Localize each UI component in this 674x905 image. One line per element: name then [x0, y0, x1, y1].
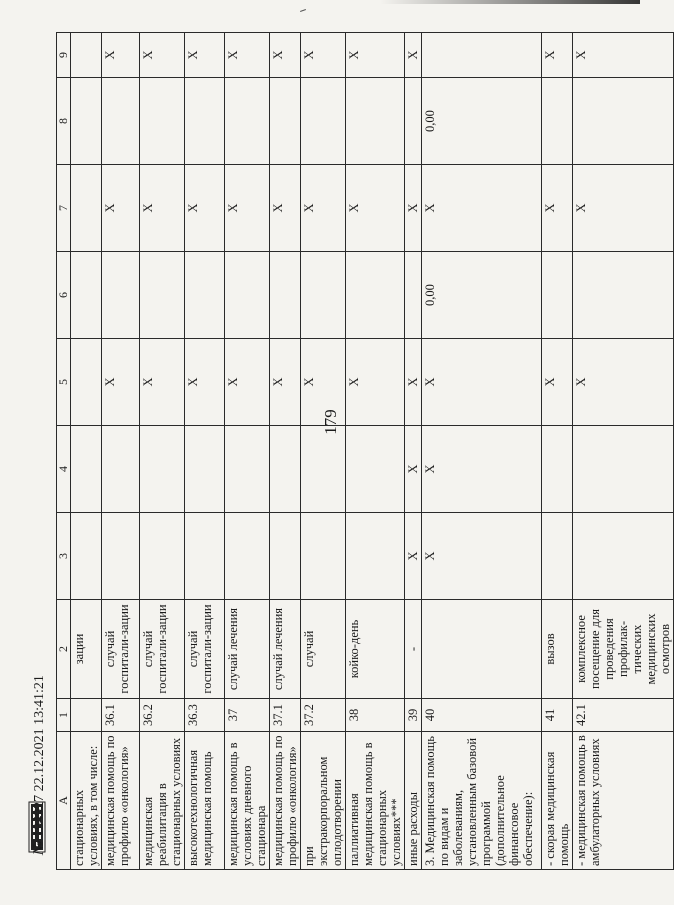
table-header-row [57, 33, 71, 870]
row-name: медицинская реабилитация в стационарных условиях [140, 732, 185, 870]
col3-value [542, 513, 573, 600]
unit-of-measure: случай лечения [270, 600, 301, 699]
col4-value [270, 426, 301, 513]
column-header-8: 8 [57, 78, 71, 165]
scan-mark [300, 9, 306, 12]
col4-value [301, 426, 346, 513]
unit-of-measure: случай лечения [225, 600, 270, 699]
page-number: 179 [320, 409, 340, 435]
col8-value [102, 78, 140, 165]
col3-value [301, 513, 346, 600]
col4-value [225, 426, 270, 513]
col7-value: Х [573, 165, 674, 252]
col4-value [346, 426, 405, 513]
col5-value: Х [346, 339, 405, 426]
column-header-5: 5 [57, 339, 71, 426]
col3-value [346, 513, 405, 600]
col8-value [140, 78, 185, 165]
col6-value [301, 252, 346, 339]
column-header-7: 7 [57, 165, 71, 252]
col3-value [102, 513, 140, 600]
col9-value: Х [301, 33, 346, 78]
col8-value [346, 78, 405, 165]
col4-value [185, 426, 225, 513]
column-header-2: 2 [57, 600, 71, 699]
unit-of-measure [422, 600, 542, 699]
col3-value [225, 513, 270, 600]
col6-value [140, 252, 185, 339]
row-number: 37 [225, 699, 270, 732]
col7-value: Х [346, 165, 405, 252]
col6-value: 0,00 [422, 252, 542, 339]
table-row [270, 33, 301, 870]
col7-value: Х [542, 165, 573, 252]
col7-value: Х [140, 165, 185, 252]
col5-value: Х [270, 339, 301, 426]
col8-value [185, 78, 225, 165]
col4-value [542, 426, 573, 513]
unit-of-measure: койко-день [346, 600, 405, 699]
row-name: 3. Медицинская помощь по видам и заболеваниям, установленным базовой программой (дополнительное финансовое обеспечение): [422, 732, 542, 870]
column-header-6: 6 [57, 252, 71, 339]
col6-value [225, 252, 270, 339]
col4-value [573, 426, 674, 513]
row-name: - скорая медицинская помощь [542, 732, 573, 870]
row-number: 36.2 [140, 699, 185, 732]
col9-value [71, 33, 102, 78]
unit-of-measure: случай [301, 600, 346, 699]
col6-value [542, 252, 573, 339]
col3-value: Х [422, 513, 542, 600]
col7-value: Х [185, 165, 225, 252]
table-row [102, 33, 140, 870]
row-number: 42.1 [573, 699, 674, 732]
table-row [140, 33, 185, 870]
col6-value [71, 252, 102, 339]
col7-value: Х [405, 165, 422, 252]
table-row [346, 33, 405, 870]
col8-value [542, 78, 573, 165]
col3-value: Х [405, 513, 422, 600]
col7-value: Х [102, 165, 140, 252]
col8-value [405, 78, 422, 165]
table-body [71, 33, 674, 870]
scan-edge-shadow [380, 0, 640, 4]
col6-value [573, 252, 674, 339]
unit-of-measure: случай госпитали-зации [102, 600, 140, 699]
col5-value: Х [140, 339, 185, 426]
row-number: 37.1 [270, 699, 301, 732]
col8-value [301, 78, 346, 165]
table-row [422, 33, 542, 870]
col9-value: Х [270, 33, 301, 78]
col3-value [573, 513, 674, 600]
row-number: 36.3 [185, 699, 225, 732]
row-number: 36.1 [102, 699, 140, 732]
col9-value [422, 33, 542, 78]
row-name: иные расходы [405, 732, 422, 870]
col8-value [270, 78, 301, 165]
col5-value: Х [102, 339, 140, 426]
col7-value: Х [422, 165, 542, 252]
row-number: 40 [422, 699, 542, 732]
col4-value [102, 426, 140, 513]
col9-value: Х [405, 33, 422, 78]
row-name: при экстракорпоральном оплодотворении [301, 732, 346, 870]
col9-value: Х [140, 33, 185, 78]
financing-table [56, 32, 674, 870]
col5-value: Х [185, 339, 225, 426]
col5-value: Х [542, 339, 573, 426]
col9-value: Х [346, 33, 405, 78]
col5-value [71, 339, 102, 426]
unit-of-measure: зации [71, 600, 102, 699]
row-number: 41 [542, 699, 573, 732]
col7-value: Х [225, 165, 270, 252]
table-row [405, 33, 422, 870]
row-name: стационарных условиях, в том числе: [71, 732, 102, 870]
unit-of-measure: случай госпитали-зации [140, 600, 185, 699]
table-row [542, 33, 573, 870]
col5-value: Х [573, 339, 674, 426]
registration-number-date: 194927 22.12.2021 13:41:21 [32, 675, 47, 837]
col5-value: Х [422, 339, 542, 426]
row-number: 39 [405, 699, 422, 732]
col3-value [270, 513, 301, 600]
row-name: высокотехнологичная медицинская помощь [185, 732, 225, 870]
row-number [71, 699, 102, 732]
row-name: медицинская помощь по профилю «онкология» [102, 732, 140, 870]
col9-value: Х [225, 33, 270, 78]
col3-value [140, 513, 185, 600]
col9-value: Х [185, 33, 225, 78]
row-number: 37.2 [301, 699, 346, 732]
col3-value [185, 513, 225, 600]
col6-value [346, 252, 405, 339]
column-header-4: 4 [57, 426, 71, 513]
row-number: 38 [346, 699, 405, 732]
col5-value: Х [301, 339, 346, 426]
rotated-table-stage [56, 32, 673, 870]
table-row [225, 33, 270, 870]
column-header-0: A [57, 732, 71, 870]
row-name: медицинская помощь в условиях дневного стационара [225, 732, 270, 870]
col5-value: Х [405, 339, 422, 426]
row-name: паллиативная медицинская помощь в стационарных условиях*** [346, 732, 405, 870]
col4-value: Х [422, 426, 542, 513]
col7-value [71, 165, 102, 252]
unit-of-measure: - [405, 600, 422, 699]
col8-value [573, 78, 674, 165]
unit-of-measure: комплексное посещение для проведения профилак-тических медицинских осмотров [573, 600, 674, 699]
number-symbol: № [31, 840, 47, 855]
col9-value: Х [102, 33, 140, 78]
col4-value [71, 426, 102, 513]
col8-value [71, 78, 102, 165]
unit-of-measure: вызов [542, 600, 573, 699]
row-name: медицинская помощь по профилю «онкология» [270, 732, 301, 870]
column-header-1: 1 [57, 699, 71, 732]
col6-value [270, 252, 301, 339]
col9-value: Х [573, 33, 674, 78]
unit-of-measure: случай госпитали-зации [185, 600, 225, 699]
col3-value [71, 513, 102, 600]
registration-stamp [31, 625, 47, 855]
col8-value: 0,00 [422, 78, 542, 165]
row-name: - медицинская помощь в амбулаторных условиях [573, 732, 674, 870]
col4-value: Х [405, 426, 422, 513]
col7-value: Х [301, 165, 346, 252]
col5-value: Х [225, 339, 270, 426]
col8-value [225, 78, 270, 165]
table-row [185, 33, 225, 870]
table-row [301, 33, 346, 870]
table-row [71, 33, 102, 870]
col9-value: Х [542, 33, 573, 78]
column-header-9: 9 [57, 33, 71, 78]
col6-value [185, 252, 225, 339]
table-row [573, 33, 674, 870]
column-header-3: 3 [57, 513, 71, 600]
col7-value: Х [270, 165, 301, 252]
col4-value [140, 426, 185, 513]
col6-value [405, 252, 422, 339]
col6-value [102, 252, 140, 339]
